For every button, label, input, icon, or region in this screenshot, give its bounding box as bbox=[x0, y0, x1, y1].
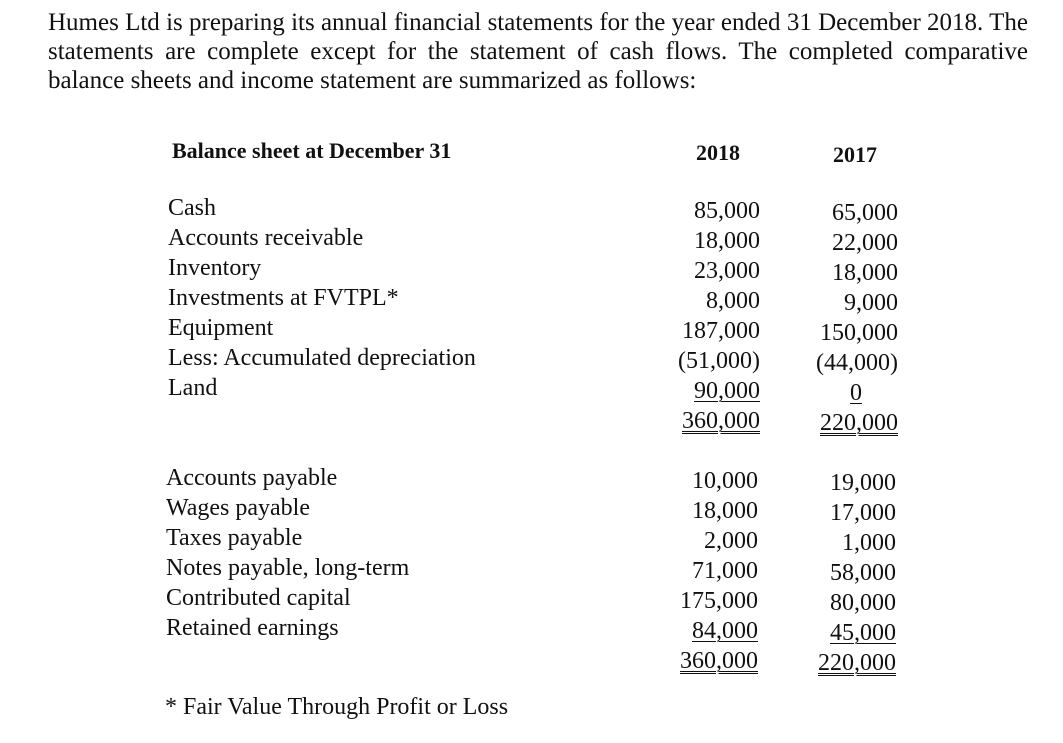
asset-value-2018: (51,000) bbox=[678, 348, 760, 374]
assets-2018-column bbox=[660, 196, 760, 436]
asset-value-2017: 22,000 bbox=[832, 230, 898, 256]
asset-value-2018: 90,000 bbox=[694, 378, 760, 404]
liability-value-2018: 175,000 bbox=[680, 588, 758, 614]
column-header-2017: 2017 bbox=[833, 142, 877, 167]
asset-value-2017: 65,000 bbox=[832, 200, 898, 226]
asset-label: Cash bbox=[168, 195, 216, 221]
liability-value-2017: 45,000 bbox=[830, 620, 896, 646]
asset-value-2017: 9,000 bbox=[844, 290, 898, 316]
liability-value-2017: 58,000 bbox=[830, 560, 896, 586]
liability-value-2018: 71,000 bbox=[692, 558, 758, 584]
liability-labels bbox=[166, 463, 409, 643]
liability-label: Taxes payable bbox=[166, 525, 303, 551]
liability-label: Notes payable, long-term bbox=[166, 555, 410, 581]
liability-value-2018: 84,000 bbox=[692, 618, 758, 644]
liability-value-2018: 2,000 bbox=[704, 528, 758, 554]
asset-value-2017: 150,000 bbox=[820, 320, 898, 346]
liability-label: Accounts payable bbox=[166, 465, 338, 491]
footnote: * Fair Value Through Profit or Loss bbox=[165, 694, 509, 720]
balance-sheet-title: Balance sheet at December 31 bbox=[172, 138, 452, 163]
asset-value-2018: 187,000 bbox=[682, 318, 760, 344]
assets-total-2017: 220,000 bbox=[820, 410, 898, 436]
asset-value-2018: 18,000 bbox=[694, 228, 760, 254]
asset-value-2017: 0 bbox=[850, 380, 862, 406]
asset-value-2017: 18,000 bbox=[832, 260, 898, 286]
liability-value-2018: 10,000 bbox=[692, 468, 758, 494]
column-header-2018: 2018 bbox=[696, 140, 740, 165]
asset-value-2018: 8,000 bbox=[706, 288, 760, 314]
liability-value-2017: 80,000 bbox=[830, 590, 896, 616]
asset-value-2018: 85,000 bbox=[694, 198, 760, 224]
liabilities-total-2018: 360,000 bbox=[680, 648, 758, 674]
liabilities-2017-column bbox=[790, 468, 896, 678]
assets-total-2018: 360,000 bbox=[682, 408, 760, 434]
liability-label: Wages payable bbox=[166, 495, 310, 521]
asset-label: Equipment bbox=[168, 315, 274, 341]
asset-value-2018: 23,000 bbox=[694, 258, 760, 284]
assets-2017-column bbox=[790, 198, 898, 438]
asset-label: Accounts receivable bbox=[168, 225, 364, 251]
intro-text bbox=[48, 8, 1028, 95]
liabilities-2018-column bbox=[660, 466, 758, 676]
asset-labels bbox=[168, 193, 476, 403]
intro-paragraph: Humes Ltd is preparing its annual financial statements for the year ended 31 December 2018. The statements are complete except for the statement of cash flows. The completed comparative balance sheets and income statement are summarized as follows: bbox=[48, 9, 1028, 94]
asset-label: Investments at FVTPL* bbox=[168, 285, 399, 311]
asset-label: Less: Accumulated depreciation bbox=[168, 345, 476, 371]
liability-value-2018: 18,000 bbox=[692, 498, 758, 524]
liability-value-2017: 19,000 bbox=[830, 470, 896, 496]
liability-label: Contributed capital bbox=[166, 585, 351, 611]
liabilities-total-2017: 220,000 bbox=[818, 650, 896, 676]
asset-value-2017: (44,000) bbox=[816, 350, 898, 376]
liability-value-2017: 1,000 bbox=[842, 530, 896, 556]
asset-label: Land bbox=[168, 375, 218, 401]
asset-label: Inventory bbox=[168, 255, 262, 281]
liability-value-2017: 17,000 bbox=[830, 500, 896, 526]
liability-label: Retained earnings bbox=[166, 615, 339, 641]
